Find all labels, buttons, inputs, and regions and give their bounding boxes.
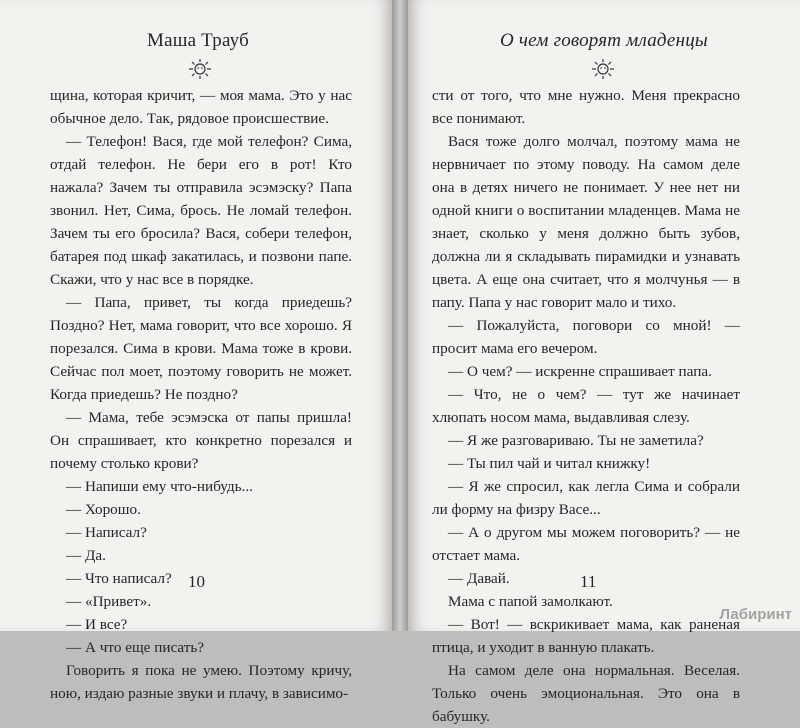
paragraph: — О чем? — искренне спрашивает папа. <box>448 363 712 380</box>
running-head-title: О чем говорят младенцы <box>500 30 708 51</box>
paragraph: — Ты пил чай и читал книжку! <box>448 455 651 472</box>
left-page <box>0 0 392 702</box>
sun-ornament-icon <box>186 58 214 80</box>
paragraph: — Написал? <box>66 524 147 541</box>
paragraph: — Телефон! Вася, где мой телефон? Сима, отдай телефон. Не бери его в рот! Кто нажала? Зачем ты отправила эсэмэску? Папа звонил. Нет, Сима, брось. Не ломай телефон. Зачем ты его бросила? Вася, собери телефон, батарея под шкаф закатилась, и позвони папе. Скажи, что у нас все в порядке. <box>50 133 352 288</box>
paragraph: — И все? <box>66 616 128 633</box>
paragraph: — Что написал? <box>66 570 172 587</box>
paragraph: — Что, не о чем? — тут же начинает хлюпать носом мама, выдавливая слезу. <box>432 386 740 426</box>
paragraph: На самом деле она нормальная. Веселая. Только очень эмоциональная. Это она в бабушку. <box>432 662 740 725</box>
book-gutter <box>392 0 408 631</box>
paragraph: — «Привет». <box>66 593 152 610</box>
paragraph: Говорить я пока не умею. Поэтому кричу, ною, издаю разные звуки и плачу, в зависимо- <box>50 662 352 702</box>
paragraph: Вася тоже долго молчал, поэтому мама не нервничает по этому поводу. На самом деле она в детях ничего не понимает. У нее нет ни одной книги о воспитании младенцев. Мама не знает, сколько у меня должно быть зубов, должна ли я складывать пирамидки и узнавать цвета. А еще она считает, что я молчунья — в папу. Папа у нас говорит мало и тихо. <box>432 133 740 311</box>
paragraph: — А что еще писать? <box>66 639 205 656</box>
paragraph: — Пожалуйста, поговори со мной! — просит мама его вечером. <box>432 317 740 357</box>
paragraph: Мама с папой замолкают. <box>448 593 613 610</box>
paragraph: — Хорошо. <box>66 501 141 518</box>
labirint-watermark: Лабиринт <box>719 606 792 623</box>
page-number: 10 <box>188 572 205 591</box>
paragraph: сти от того, что мне нужно. Меня прекрасно все понимают. <box>432 87 740 127</box>
right-page <box>408 0 800 725</box>
running-head-author: Маша Трауб <box>147 30 249 51</box>
sun-ornament-icon <box>589 58 617 80</box>
paragraph: — Давай. <box>448 570 510 587</box>
paragraph: — А о другом мы можем поговорить? — не отстает мама. <box>432 524 740 564</box>
paragraph: щина, которая кричит, — моя мама. Это у нас обычное дело. Так, рядовое происшествие. <box>50 87 352 127</box>
page-number: 11 <box>580 572 597 591</box>
left-page-text <box>50 84 352 705</box>
right-page-text <box>432 84 740 728</box>
paragraph: — Напиши ему что-нибудь... <box>66 478 253 495</box>
paragraph: — Я же спросил, как легла Сима и собрали ли форму на физру Васе... <box>432 478 740 518</box>
paragraph: — Мама, тебе эсэмэска от папы пришла! Он спрашивает, кто конкретно порезался и почему столько крови? <box>50 409 352 472</box>
paragraph: — Папа, привет, ты когда приедешь? Поздно? Нет, мама говорит, что все хорошо. Я порезался. Сима в крови. Мама тоже в крови. Сейчас пол моет, поэтому говорить не может. Когда приедешь? Не поздно? <box>50 294 352 403</box>
paragraph: — Я же разговариваю. Ты не заметила? <box>448 432 704 449</box>
paragraph: — Да. <box>66 547 106 564</box>
paragraph: — Вот! — вскрикивает мама, как раненая птица, и уходит в ванную плакать. <box>432 616 740 656</box>
